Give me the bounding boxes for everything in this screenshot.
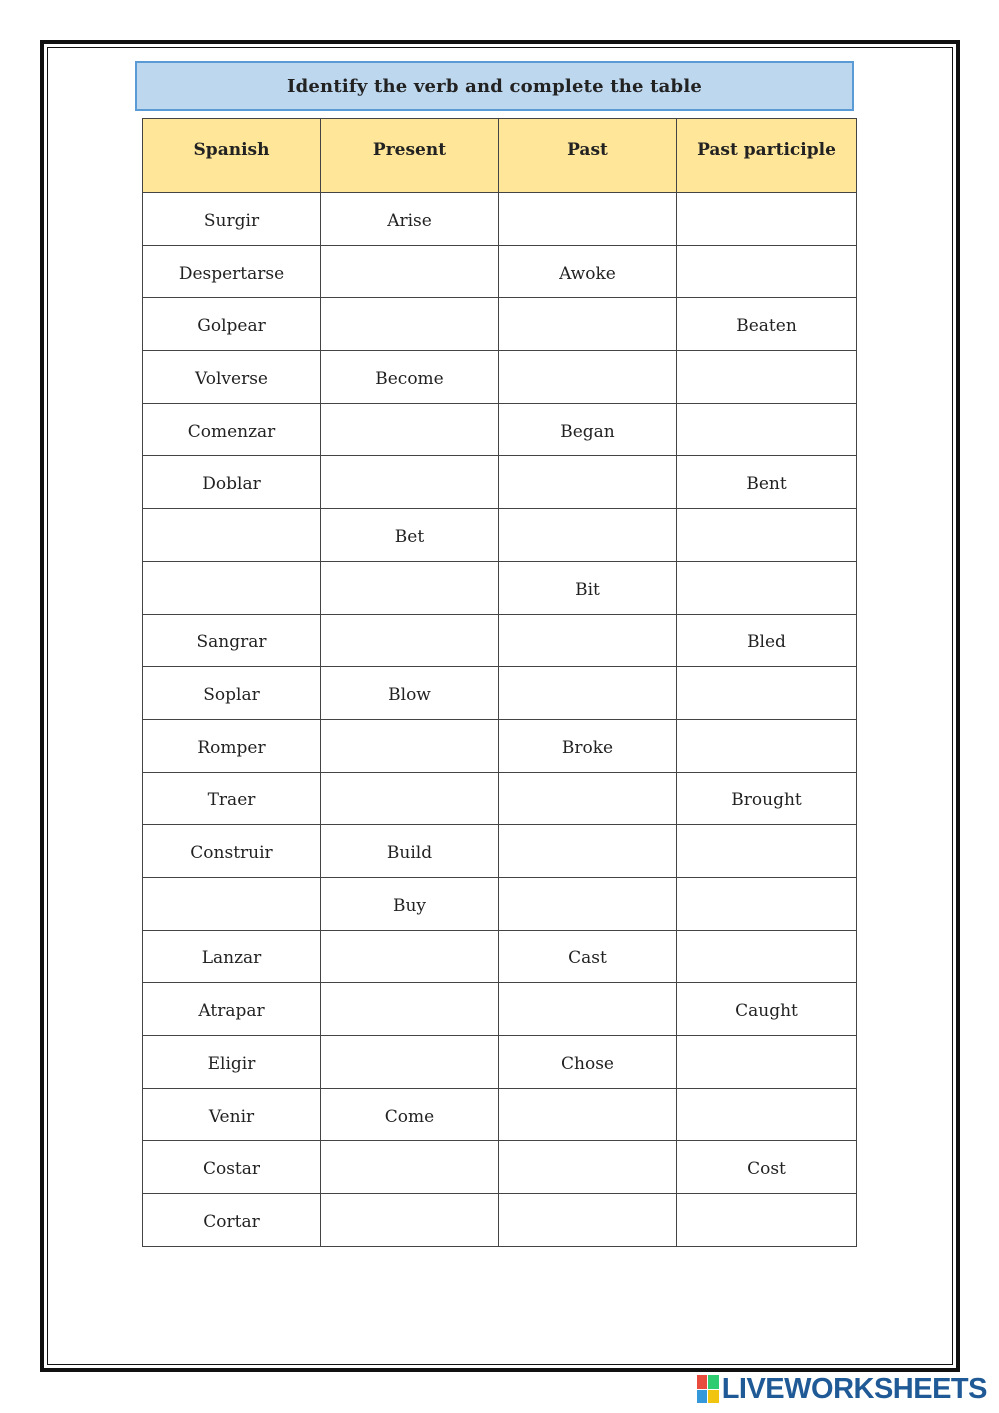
table-row — [143, 351, 857, 404]
cell-present[interactable] — [321, 983, 499, 1036]
cell-present[interactable] — [321, 561, 499, 614]
cell-spanish: Sangrar — [143, 614, 321, 667]
cell-spanish: Comenzar — [143, 403, 321, 456]
cell-past[interactable] — [499, 1088, 677, 1141]
cell-spanish: Traer — [143, 772, 321, 825]
cell-past-participle[interactable] — [677, 1036, 857, 1089]
cell-spanish: Doblar — [143, 456, 321, 509]
cell-present: Become — [321, 351, 499, 404]
cell-present: Arise — [321, 193, 499, 246]
cell-present[interactable] — [321, 614, 499, 667]
table-row — [143, 509, 857, 562]
cell-spanish: Golpear — [143, 298, 321, 351]
table-row — [143, 193, 857, 246]
cell-past[interactable] — [499, 772, 677, 825]
cell-past-participle[interactable] — [677, 245, 857, 298]
cell-spanish: Soplar — [143, 667, 321, 720]
table-row — [143, 614, 857, 667]
cell-past-participle[interactable] — [677, 877, 857, 930]
cell-past-participle[interactable] — [677, 193, 857, 246]
cell-past[interactable] — [499, 456, 677, 509]
verb-table — [142, 118, 857, 1247]
cell-past[interactable] — [499, 825, 677, 878]
header-spanish: Spanish — [143, 119, 321, 193]
logo-icon-square — [708, 1390, 719, 1404]
cell-present[interactable] — [321, 772, 499, 825]
table-row — [143, 825, 857, 878]
cell-past[interactable] — [499, 193, 677, 246]
table-row — [143, 930, 857, 983]
cell-past-participle[interactable] — [677, 561, 857, 614]
cell-present[interactable] — [321, 930, 499, 983]
cell-present[interactable] — [321, 456, 499, 509]
cell-spanish: Venir — [143, 1088, 321, 1141]
table-row — [143, 561, 857, 614]
cell-past[interactable] — [499, 877, 677, 930]
header-past-participle: Past participle — [677, 119, 857, 193]
cell-spanish: Lanzar — [143, 930, 321, 983]
cell-past-participle: Cost — [677, 1141, 857, 1194]
table-row — [143, 983, 857, 1036]
table-row — [143, 772, 857, 825]
cell-past[interactable] — [499, 351, 677, 404]
table-row — [143, 456, 857, 509]
cell-past-participle[interactable] — [677, 930, 857, 983]
cell-present[interactable] — [321, 1194, 499, 1247]
table-header-row — [143, 119, 857, 193]
table-row — [143, 245, 857, 298]
table-row — [143, 719, 857, 772]
cell-spanish: Cortar — [143, 1194, 321, 1247]
cell-past-participle[interactable] — [677, 1088, 857, 1141]
cell-past[interactable] — [499, 1194, 677, 1247]
cell-past[interactable] — [499, 298, 677, 351]
cell-spanish: Eligir — [143, 1036, 321, 1089]
cell-spanish: Romper — [143, 719, 321, 772]
cell-past: Began — [499, 403, 677, 456]
cell-past-participle: Caught — [677, 983, 857, 1036]
cell-past: Cast — [499, 930, 677, 983]
table-row — [143, 877, 857, 930]
cell-past-participle: Bled — [677, 614, 857, 667]
cell-spanish: Costar — [143, 1141, 321, 1194]
cell-past[interactable] — [499, 983, 677, 1036]
logo-icon-square — [697, 1390, 708, 1404]
logo-icon-square — [708, 1375, 719, 1389]
cell-spanish: Construir — [143, 825, 321, 878]
cell-present[interactable] — [321, 245, 499, 298]
cell-present: Build — [321, 825, 499, 878]
cell-past[interactable] — [499, 509, 677, 562]
table-row — [143, 667, 857, 720]
cell-spanish[interactable] — [143, 877, 321, 930]
cell-past-participle[interactable] — [677, 1194, 857, 1247]
cell-spanish: Atrapar — [143, 983, 321, 1036]
logo-icon-square — [697, 1375, 708, 1389]
cell-spanish: Volverse — [143, 351, 321, 404]
cell-present[interactable] — [321, 1141, 499, 1194]
table-row — [143, 1141, 857, 1194]
cell-past: Broke — [499, 719, 677, 772]
cell-present: Come — [321, 1088, 499, 1141]
table-row — [143, 298, 857, 351]
cell-past-participle[interactable] — [677, 825, 857, 878]
logo-text: LIVEWORKSHEETS — [721, 1372, 987, 1405]
cell-past-participle[interactable] — [677, 351, 857, 404]
cell-spanish[interactable] — [143, 561, 321, 614]
cell-past-participle: Brought — [677, 772, 857, 825]
table-row — [143, 1194, 857, 1247]
cell-past: Bit — [499, 561, 677, 614]
cell-present[interactable] — [321, 298, 499, 351]
worksheet-title: Identify the verb and complete the table — [135, 61, 854, 111]
header-present: Present — [321, 119, 499, 193]
cell-present: Buy — [321, 877, 499, 930]
cell-past-participle: Bent — [677, 456, 857, 509]
cell-past-participle: Beaten — [677, 298, 857, 351]
cell-past[interactable] — [499, 614, 677, 667]
liveworksheets-logo — [697, 1372, 987, 1406]
cell-spanish: Despertarse — [143, 245, 321, 298]
cell-present: Blow — [321, 667, 499, 720]
cell-past-participle[interactable] — [677, 509, 857, 562]
cell-present: Bet — [321, 509, 499, 562]
cell-spanish: Surgir — [143, 193, 321, 246]
liveworksheets-logo-icon — [697, 1375, 719, 1403]
cell-past: Awoke — [499, 245, 677, 298]
cell-present[interactable] — [321, 403, 499, 456]
header-past: Past — [499, 119, 677, 193]
cell-spanish[interactable] — [143, 509, 321, 562]
table-row — [143, 1036, 857, 1089]
cell-past-participle[interactable] — [677, 403, 857, 456]
cell-present[interactable] — [321, 1036, 499, 1089]
table-row — [143, 1088, 857, 1141]
cell-past: Chose — [499, 1036, 677, 1089]
cell-past[interactable] — [499, 1141, 677, 1194]
cell-past-participle[interactable] — [677, 719, 857, 772]
cell-present[interactable] — [321, 719, 499, 772]
cell-past[interactable] — [499, 667, 677, 720]
cell-past-participle[interactable] — [677, 667, 857, 720]
table-row — [143, 403, 857, 456]
